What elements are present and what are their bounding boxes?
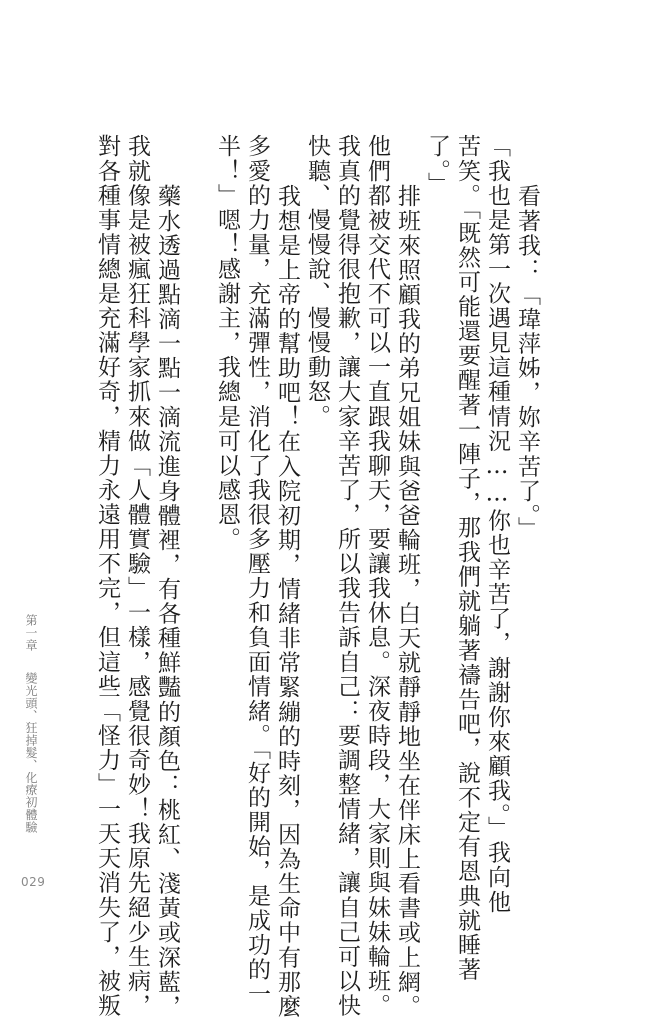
text-line: 我真的覺得很抱歉，讓大家辛苦了，所以我告訴自己：要調整情緒，讓自己可以快 (334, 134, 360, 1018)
text-line: 看著我：「瑋萍姊，妳辛苦了。」 (514, 184, 540, 541)
running-head-chapter: 第一章 (24, 614, 38, 652)
text-line: 快聽、慢慢說、慢慢動怒。 (304, 134, 330, 429)
text-line: 藥水透過點滴一點一滴流進身體裡，有各種鮮豔的顏色：桃紅、淺黃或深藍， (154, 184, 180, 1019)
text-line: 多愛的力量，充滿彈性，消化了我很多壓力和負面情緒。「好的開始，是成功的一 (244, 134, 270, 1007)
text-line: 苦笑。「既然可能還要醒著一陣子，那我們就躺著禱告吧，說不定有恩典就睡著 (454, 134, 480, 982)
text-line: 「我也是第一次遇見這種情況……你也辛苦了，謝謝你來顧我。」我向他 (484, 134, 510, 915)
page-number: 029 (21, 875, 46, 889)
text-line: 對各種事情總是充滿好奇，精力永遠用不完，但這些「怪力」一天天消失了，被叛 (94, 134, 120, 1018)
text-line: 排班來照顧我的弟兄姐妹與爸爸輪班，白天就靜靜地坐在伴床上看書或上網。 (394, 184, 420, 1019)
running-head (22, 614, 40, 833)
text-line: 半！」嗯！感謝主，我總是可以感恩。 (214, 134, 240, 552)
text-line: 他們都被交代不可以一直跟我聊天，要讓我休息。深夜時段，大家則與妹妹輪班。 (364, 134, 390, 1018)
text-line: 我想是上帝的幫助吧！在入院初期，情緒非常緊繃的時刻，因為生命中有那麼 (274, 184, 300, 1019)
running-head-title: 變光頭、狂掉髮、化療初體驗 (24, 671, 38, 833)
text-line: 了。」 (424, 134, 450, 197)
text-line: 我就像是被瘋狂科學家抓來做「人體實驗」一樣，感覺很奇妙！我原先絕少生病， (124, 134, 150, 1018)
